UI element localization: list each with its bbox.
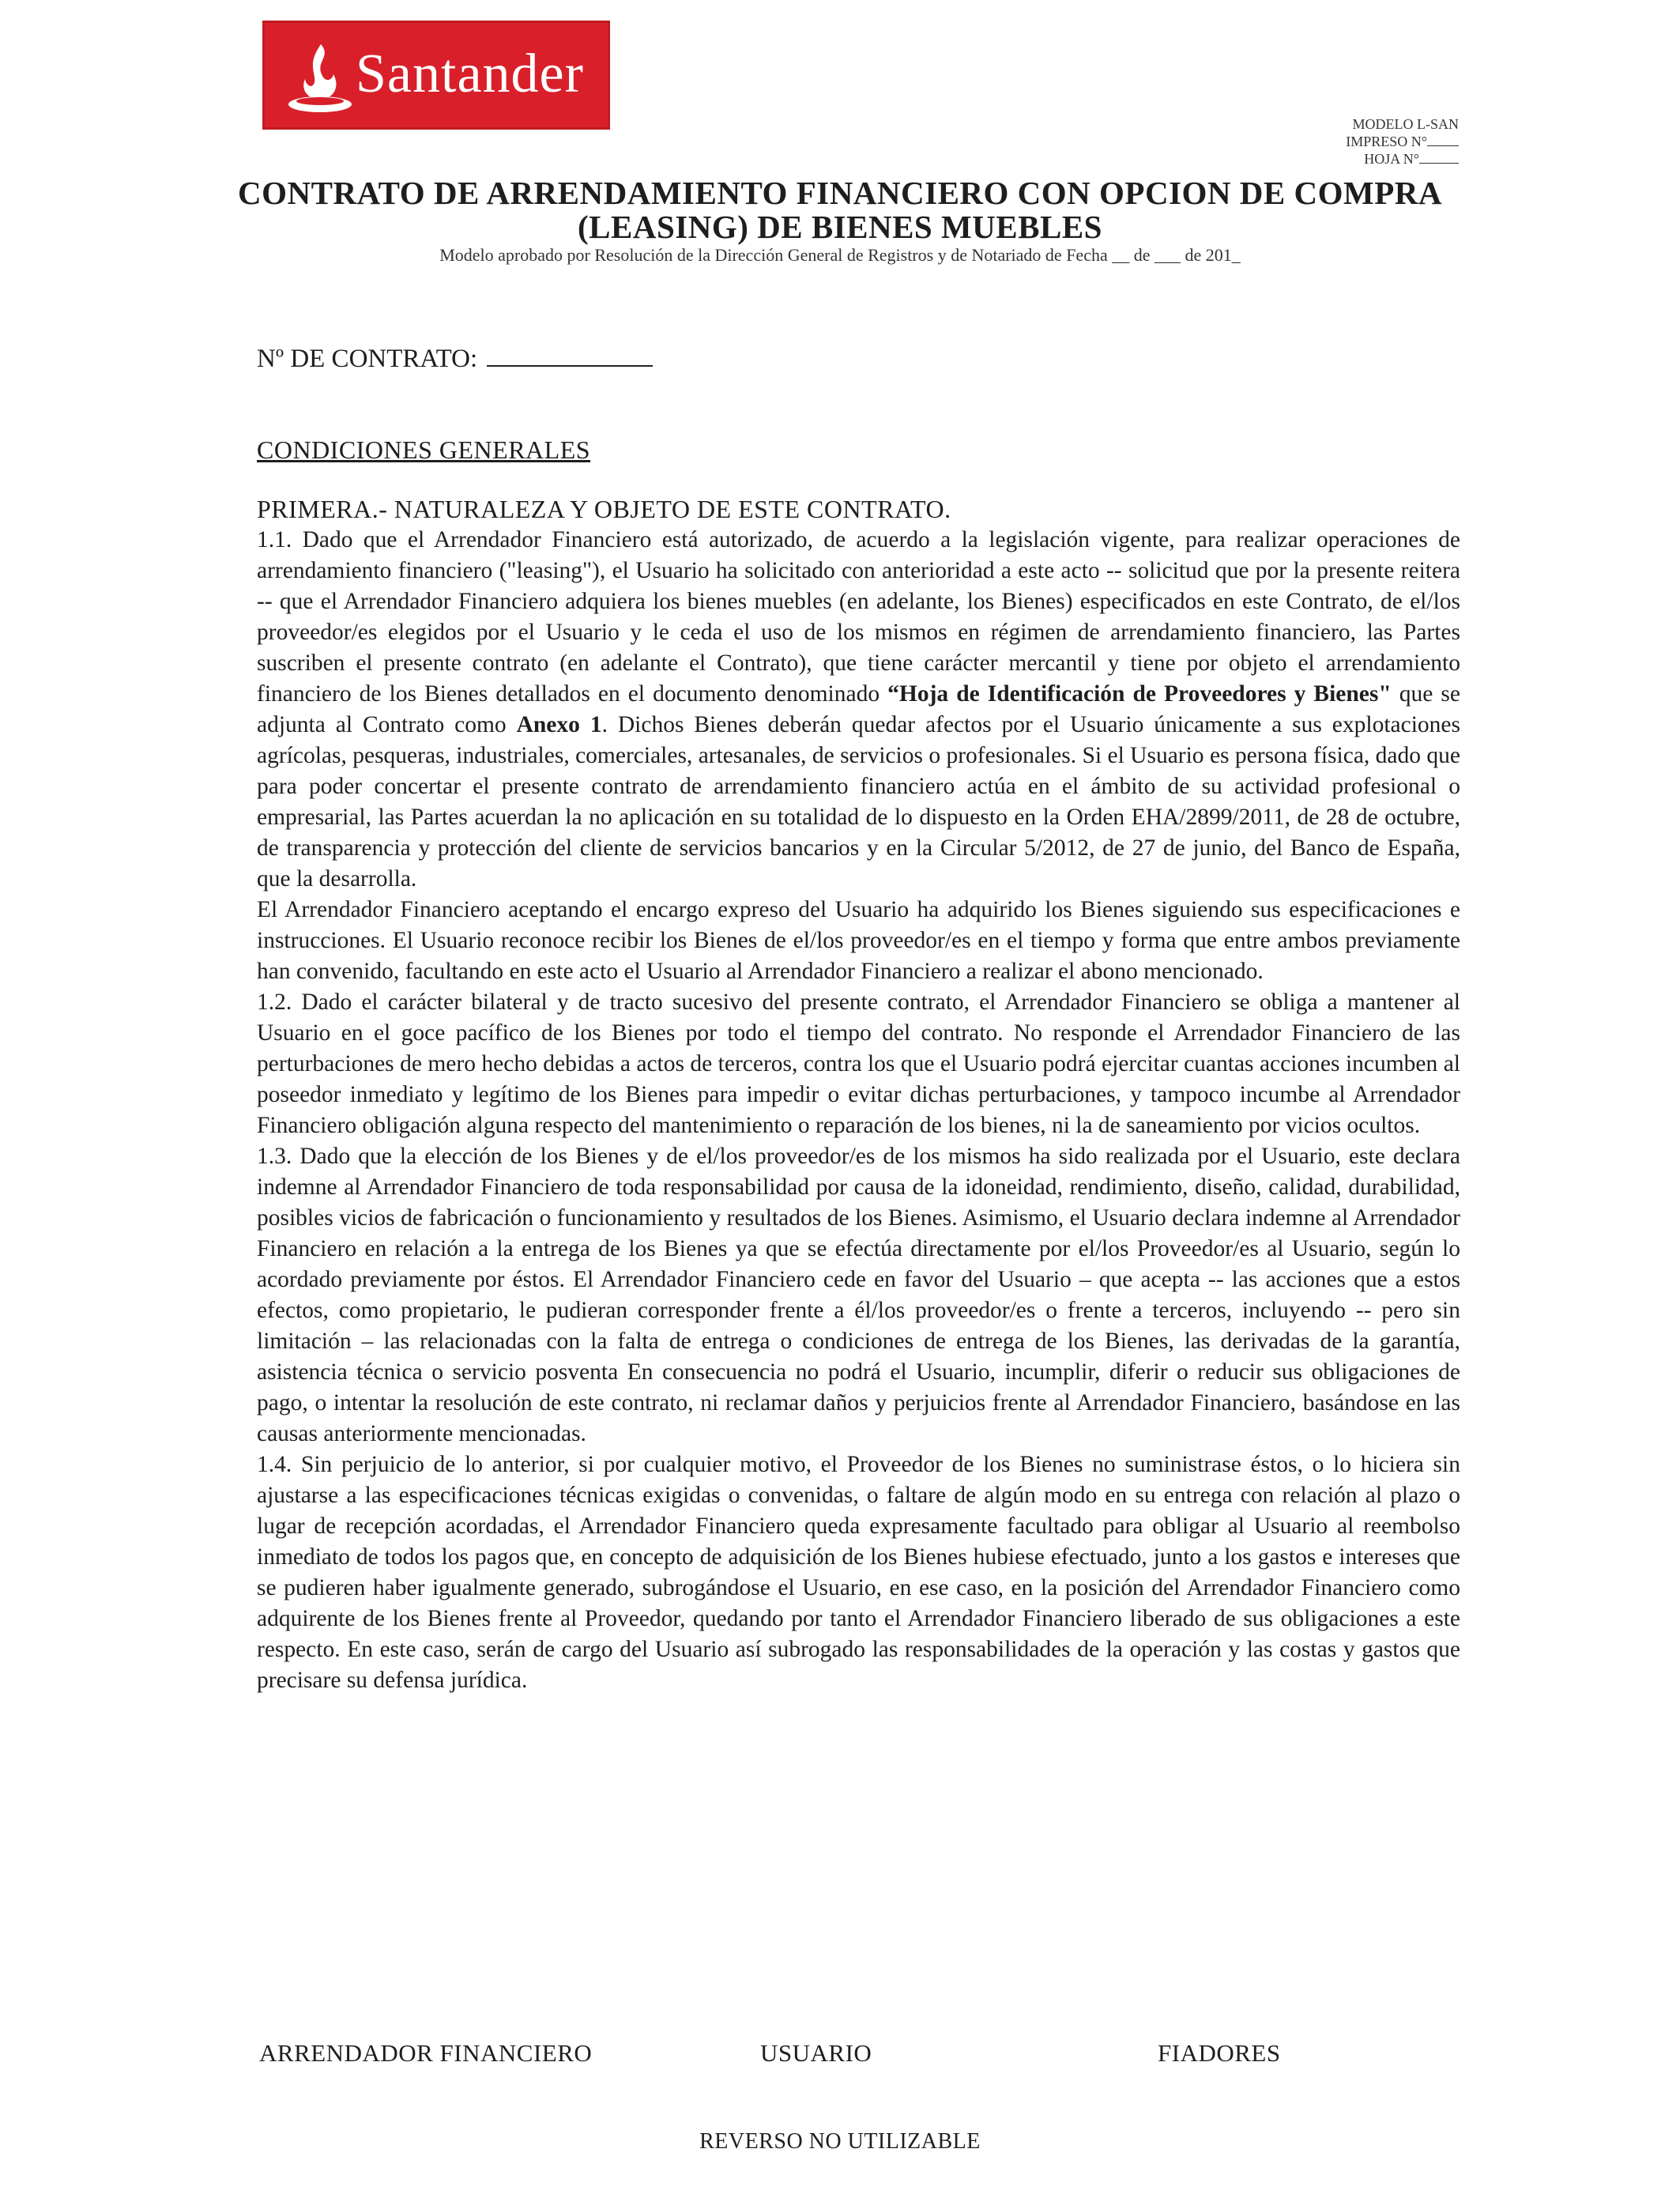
sheet-number-label: HOJA N°: [1364, 151, 1419, 167]
model-code: MODELO L-SAN: [1352, 116, 1459, 132]
santander-flame-icon: [284, 38, 356, 114]
approval-note: Modelo aprobado por Resolución de la Dirección General de Registros y de Notariado de Fecha __ de ___ de 201_: [439, 245, 1241, 265]
contract-number-blank: [487, 345, 653, 367]
print-number-row: [1346, 133, 1459, 150]
brand-name: Santander: [356, 43, 584, 104]
paragraph-1-4: 1.4. Sin perjuicio de lo anterior, si por cualquier motivo, el Proveedor de los Bienes no suministrase éstos, o lo hiciera sin ajustarse a las especificaciones técnicas exigidas o convenidas, o faltare de algún modo en su entrega con relación al plazo o lugar de recepción acordadas, el Arrendador Financiero queda expresamente facultado para obligar al Usuario al reembolso inmediato de todos los pagos que, en concepto de adquisición de los Bienes hubiese efectuado, junto a los gastos e intereses que se pudieren haber igualmente generado, subrogándose el Usuario, en ese caso, en la posición del Arrendador Financiero como adquirente de los Bienes frente al Proveedor, quedando por tanto el Arrendador Financiero liberado de sus obligaciones a este respecto. En este caso, serán de cargo del Usuario así subrogado las responsabilidades de la operación y las costas y gastos que precisare su defensa jurídica.: [257, 1452, 1460, 1693]
paragraph-1-1: [257, 525, 1460, 895]
contract-number-label: Nº DE CONTRATO:: [257, 345, 478, 373]
print-number-label: IMPRESO N°: [1346, 134, 1427, 149]
model-box: [1346, 115, 1459, 168]
paragraph-1-3: 1.3. Dado que la elección de los Bienes y de el/los proveedor/es de los mismos ha sido realizada por el Usuario, este declara indemne al Arrendador Financiero de toda responsabilidad por causa de la idoneidad, rendimiento, diseño, calidad, durabilidad, posibles vicios de fabricación o funcionamiento y resultados de los Bienes. Asimismo, el Usuario declara indemne al Arrendador Financiero en relación a la entrega de los Bienes ya que se efectúa directamente por el/los Proveedor/es al Usuario, según lo acordado previamente por éstos. El Arrendador Financiero cede en favor del Usuario – que acepta -- las acciones que a estos efectos, como propietario, le pudieran corresponder frente a él/los proveedor/es o frente a terceros, incluyendo -- pero sin limitación – las relacionadas con la falta de entrega o condiciones de entrega de los Bienes, las derivadas de la garantía, asistencia técnica o servicio posventa En consecuencia no podrá el Usuario, incumplir, diferir o reducir sus obligaciones de pago, o intentar la resolución de este contrato, ni reclamar daños y perjuicios frente al Arrendador Financiero, basándose en las causas anteriormente mencionadas.: [257, 1144, 1460, 1446]
contract-number-row: [257, 345, 653, 374]
annex-reference: Anexo 1: [516, 712, 602, 737]
paragraph-text: 1.1. Dado que el Arrendador Financiero está autorizado, de acuerdo a la legislación vigente, para realizar operaciones de arrendamiento financiero ("leasing"), el Usuario ha solicitado con anterioridad a este acto -- solicitud que por la presente reitera -- que el Arrendador Financiero adquiera los bienes muebles (en adelante, los Bienes) especificados en este Contrato, de el/los proveedor/es elegidos por el Usuario y le ceda el uso de los mismos en régimen de arrendamiento financiero, las Partes suscriben el presente contrato (en adelante el Contrato), que tiene carácter mercantil y tiene por objeto el arrendamiento financiero de los Bienes detallados en el documento denominado: [257, 527, 1460, 707]
santander-logo: [262, 21, 610, 130]
paragraph-text: . Dichos Bienes deberán quedar afectos por el Usuario únicamente a sus explotaciones agrícolas, pesqueras, industriales, comerciales, artesanales, de servicios o profesionales. Si el Usuario es persona física, dado que para poder concertar el presente contrato de arrendamiento financiero actúa en el ámbito de su actividad profesional o empresarial, las Partes acuerdan la no aplicación en su totalidad de lo dispuesto en la Orden EHA/2899/2011, de 28 de octubre, de transparencia y protección del cliente de servicios bancarios y en la Circular 5/2012, de 27 de junio, del Banco de España, que la desarrolla.: [257, 712, 1460, 892]
print-number-blank: [1427, 134, 1459, 146]
annex-document-name: “Hoja de Identificación de Proveedores y Bienes": [887, 681, 1392, 707]
clause-title: PRIMERA.- NATURALEZA Y OBJETO DE ESTE CONTRATO.: [257, 495, 951, 523]
paragraph-1-1-continued: El Arrendador Financiero aceptando el encargo expreso del Usuario ha adquirido los Bienes siguiendo sus especificaciones e instrucciones. El Usuario reconoce recibir los Bienes de el/los proveedor/es en el tiempo y forma que entre ambos previamente han convenido, facultando en este acto el Usuario al Arrendador Financiero a realizar el abono mencionado.: [257, 897, 1460, 984]
conditions-heading: CONDICIONES GENERALES: [257, 435, 591, 464]
reverse-note: REVERSO NO UTILIZABLE: [699, 2129, 981, 2154]
document-title-line-2: (LEASING) DE BIENES MUEBLES: [578, 209, 1102, 245]
paragraph-text: que se adjunta al Contrato como: [257, 681, 1460, 737]
sheet-number-row: [1346, 150, 1459, 168]
document-title-line-1: CONTRATO DE ARRENDAMIENTO FINANCIERO CON OPCION DE COMPRA: [238, 175, 1442, 211]
signature-lessor: ARRENDADOR FINANCIERO: [259, 2039, 593, 2067]
sheet-number-blank: [1419, 152, 1459, 164]
clause-body: [257, 525, 1460, 1696]
paragraph-1-2: 1.2. Dado el carácter bilateral y de tracto sucesivo del presente contrato, el Arrendador Financiero se obliga a mantener al Usuario en el goce pacífico de los Bienes por todo el tiempo del contrato. No responde el Arrendador Financiero de las perturbaciones de mero hecho debidas a actos de terceros, contra los que el Usuario podrá ejercitar cuantas acciones incumben al poseedor inmediato y legítimo de los Bienes para impedir o evitar dichas perturbaciones, y tampoco incumbe al Arrendador Financiero obligación alguna respecto del mantenimiento o reparación de los bienes, ni la de saneamiento por vicios ocultos.: [257, 990, 1460, 1138]
signature-user: USUARIO: [760, 2039, 872, 2067]
signature-guarantors: FIADORES: [1158, 2039, 1281, 2067]
